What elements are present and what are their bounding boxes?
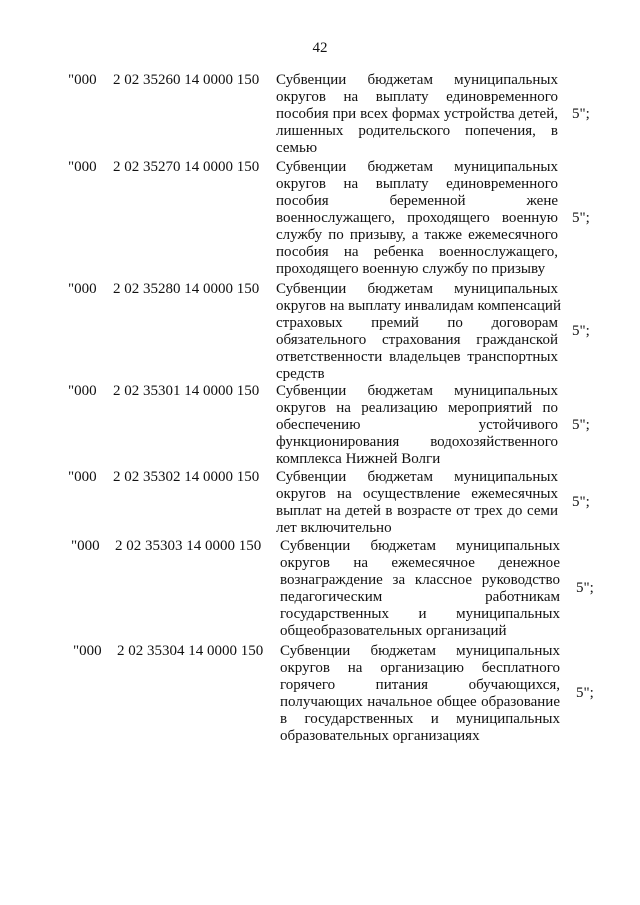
income-description (280, 538, 560, 640)
budget-classification-code: 2 02 35302 14 0000 150 (113, 469, 260, 485)
row-prefix: "000 (68, 159, 97, 175)
description-line: пособия беременной жене (276, 193, 558, 209)
description-line: обязательного страхования гражданской (276, 332, 558, 348)
description-line: горячего питания обучающихся, (280, 677, 560, 693)
rate-value: 5"; (576, 580, 594, 596)
description-line: округов на выплату единовременного (276, 89, 558, 105)
income-description (276, 159, 558, 278)
row-prefix: "000 (68, 469, 97, 485)
row-prefix: "000 (73, 643, 102, 659)
row-prefix: "000 (71, 538, 100, 554)
description-line: проходящего военную службу по призыву (276, 261, 546, 277)
budget-classification-code: 2 02 35304 14 0000 150 (117, 643, 264, 659)
description-line: Субвенции бюджетам муниципальных (276, 72, 558, 88)
row-prefix: "000 (68, 281, 97, 297)
description-line: функционирования водохозяйственного (276, 434, 558, 450)
description-line: военнослужащего, проходящего военную (276, 210, 558, 226)
budget-classification-code: 2 02 35280 14 0000 150 (113, 281, 260, 297)
description-line: обеспечению устойчивого (276, 417, 558, 433)
income-description (276, 72, 558, 157)
description-line: лишенных родительского попечения, в (276, 123, 558, 139)
description-line: образовательных организациях (280, 728, 480, 744)
description-line: службу по призыву, а также ежемесячного (276, 227, 558, 243)
description-line: ответственности владельцев транспортных (276, 349, 558, 365)
income-description (276, 469, 558, 537)
description-line: округов на выплату единовременного (276, 176, 558, 192)
rate-value: 5"; (576, 685, 594, 701)
rate-value: 5"; (572, 210, 590, 226)
row-prefix: "000 (68, 383, 97, 399)
description-line: Субвенции бюджетам муниципальных (276, 383, 558, 399)
description-line: получающих начальное общее образование (280, 694, 560, 710)
budget-classification-code: 2 02 35260 14 0000 150 (113, 72, 260, 88)
description-line: Субвенции бюджетам муниципальных (276, 469, 558, 485)
description-line: выплат на детей в возрасте от трех до семи (276, 503, 558, 519)
description-line: средств (276, 366, 325, 382)
description-line: вознаграждение за классное руководство (280, 572, 560, 588)
description-line: пособия на ребенка военнослужащего, (276, 244, 558, 260)
description-line: педагогическим работникам (280, 589, 560, 605)
budget-classification-code: 2 02 35270 14 0000 150 (113, 159, 260, 175)
description-line: округов на осуществление ежемесячных (276, 486, 558, 502)
description-line: комплекса Нижней Волги (276, 451, 441, 467)
description-line: пособия при всех формах устройства детей, (276, 106, 558, 122)
description-line: округов на организацию бесплатного (280, 660, 560, 676)
rate-value: 5"; (572, 494, 590, 510)
description-line: страховых премий по договорам (276, 315, 558, 331)
income-description (276, 383, 558, 468)
income-description (276, 281, 561, 383)
rate-value: 5"; (572, 323, 590, 339)
description-line: семью (276, 140, 318, 156)
description-line: Субвенции бюджетам муниципальных (276, 281, 558, 297)
description-line: Субвенции бюджетам муниципальных (276, 159, 558, 175)
budget-classification-code: 2 02 35301 14 0000 150 (113, 383, 260, 399)
description-line: округов на выплату инвалидам компенсаций (276, 298, 561, 314)
description-line: общеобразовательных организаций (280, 623, 507, 639)
row-prefix: "000 (68, 72, 97, 88)
description-line: Субвенции бюджетам муниципальных (280, 538, 560, 554)
description-line: Субвенции бюджетам муниципальных (280, 643, 560, 659)
rate-value: 5"; (572, 417, 590, 433)
rate-value: 5"; (572, 106, 590, 122)
description-line: лет включительно (276, 520, 392, 536)
description-line: государственных и муниципальных (280, 606, 560, 622)
description-line: округов на реализацию мероприятий по (276, 400, 558, 416)
description-line: в государственных и муниципальных (280, 711, 560, 727)
income-description (280, 643, 560, 745)
budget-classification-code: 2 02 35303 14 0000 150 (115, 538, 262, 554)
page-number: 42 (312, 40, 328, 56)
description-line: округов на ежемесячное денежное (280, 555, 560, 571)
